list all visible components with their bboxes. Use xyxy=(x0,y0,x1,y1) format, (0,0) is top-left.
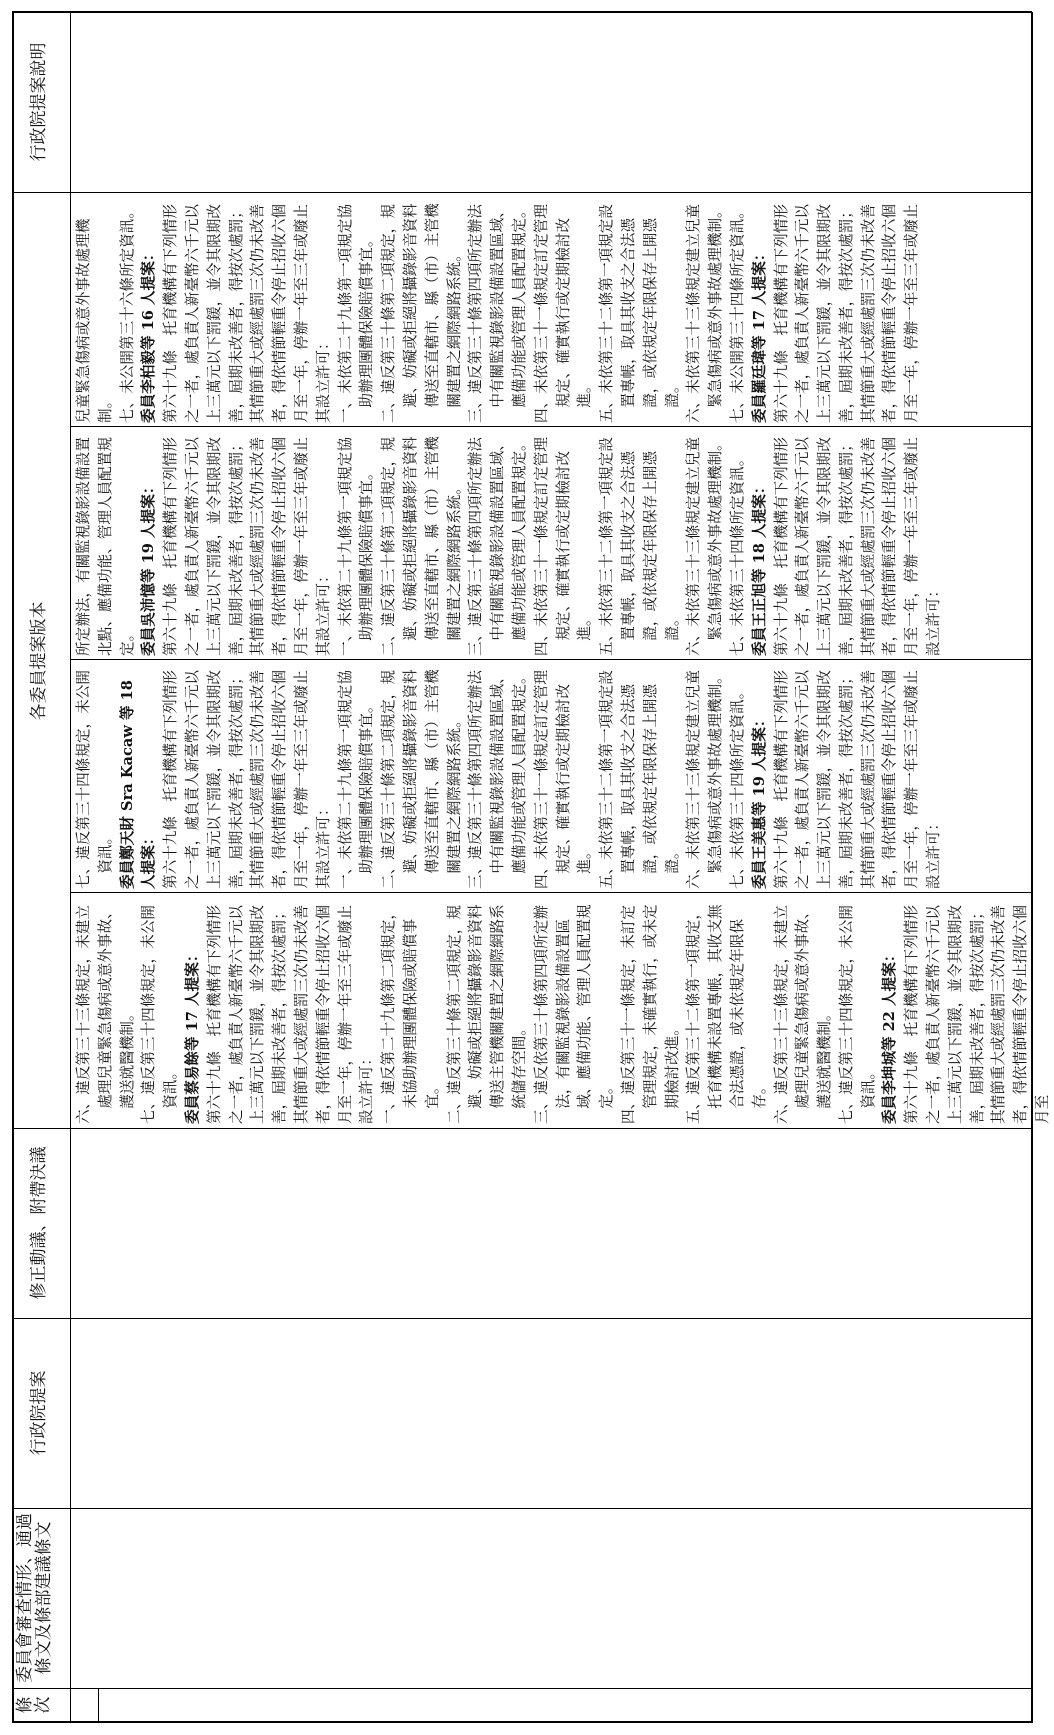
proposal-paragraph: 七、未公開第三十六條所定資訊。 xyxy=(118,204,136,423)
proposal-paragraph: 六、違反第三十三條規定，未建立處理兒童緊急傷病或意外事故、護送就醫機制。 xyxy=(75,904,136,1124)
proposal-paragraph: 七、未依第三十四條所定資訊。 xyxy=(728,684,746,889)
inner-divider-2 xyxy=(70,659,1032,660)
proposal-paragraph: 第六十九條 托育機構有下列情形之一者，處負責人新臺幣六千元以上三萬元以下罰鍰，並令其限期改善，屆期未改善者，得按次處罰；其情節重大或經處罰三次仍未改善者，得依情節輕重令停止招收六個月至一年，停辦一年至三年或廢止其設立許可： xyxy=(162,670,332,889)
table-border-bottom xyxy=(1031,12,1033,1723)
proposal-paragraph: 五、未依第三十二條第一項規定設置專帳，取具其收支之合法憑證，或依規定年限保存上開憑證。 xyxy=(598,437,681,656)
proposal-paragraph: 七、違反第三十四條規定，未公開資訊。 xyxy=(75,670,114,889)
header-committee: 委員會審查情形、通過條文及條部建議條文 xyxy=(15,1513,54,1683)
header-exec-explain: 行政院提案說明 xyxy=(29,42,49,162)
proposer-heading: 委員蔡易餘等 17 人提案： xyxy=(183,947,201,1124)
proposal-paragraph: 四、未依第三十一條規定訂定管理規定、確實執行或定期檢討改進。 xyxy=(532,437,594,656)
proposer-heading: 委員王正旭等 18 人提案： xyxy=(750,479,768,656)
proposal-paragraph: 第六十九條 托育機構有下列情形之一者，處負責人新臺幣六千元以上三萬元以下罰鍰，並令其限期改善，屆期未改善者，得按次處罰；其情節重大或經處罰三次仍未改善者，得依情節輕重令停止招收六個月至一年，停辦一年至三年或廢止 xyxy=(772,204,921,423)
proposal-paragraph: 三、違反第三十條第四項所定辦法中有關監視錄影設備設置區域、應備功能或管理人員配置規定。 xyxy=(467,436,528,656)
proposal-paragraph: 五、違反第三十二條第一項規定，托育機構未設置專帳，其收支無合法憑證，或未依規定年限保存。 xyxy=(685,904,768,1124)
header-amendment: 修正動議、附帶決議 xyxy=(29,1146,49,1300)
inner-divider-1 xyxy=(70,892,1032,893)
proposal-paragraph: 五、未依第三十二條第一項規定設置專帳，取具其收支之合法憑證，或依規定年限保存上開憑證。 xyxy=(598,670,681,889)
header-members: 各委員提案版本 xyxy=(29,601,49,721)
proposal-paragraph: 四、未依第三十一條規定訂定管理規定、確實執行或定期檢討改進。 xyxy=(532,204,594,423)
table-border-top xyxy=(12,12,14,1723)
proposal-paragraph: 七、違反第三十四條規定，未公開資訊。 xyxy=(837,905,877,1124)
proposer-heading: 委員王美惠等 19 人提案： xyxy=(750,712,768,889)
first-row-divider xyxy=(98,1689,99,1723)
proposal-paragraph: 第六十九條 托育機構有下列情形之一者，處負責人新臺幣六千元以上三萬元以下罰鍰，並令其限期改善，屆期未改善者，得按次處罰；其情節重大或經處罰三次仍未改善者，得依情節輕重令停止招收六個月至 xyxy=(903,905,1052,1124)
member-proposals-column-2 xyxy=(73,663,1029,889)
proposal-paragraph: 三、違反第三十條第四項所定辦法中有關監視錄影設備設置區域、應備功能或管理人員配置規定。 xyxy=(467,669,528,889)
proposer-heading: 委員吳沛憶等 19 人提案： xyxy=(140,479,158,656)
table-border-right xyxy=(12,12,1032,14)
proposal-paragraph: 二、違反第三十條第二項規定，規避、妨礙或拒絕將攝錄影音資料傳送至直轄市、縣（市）主管機關建置之網際網路系統。 xyxy=(380,436,463,656)
proposal-paragraph: 六、未依第三十三條規定建立兒童緊急傷病或意外事故處理機制。 xyxy=(685,669,725,889)
proposal-paragraph: 第六十九條 托育機構有下列情形之一者，處負責人新臺幣六千元以上三萬元以下罰鍰，並令其限期改善，屆期未改善者，得按次處罰；其情節重大或經處罰三次仍未改善者，得依情節輕重令停止招收六個月至一年，停辦一年至三年或廢止其設立許可： xyxy=(162,437,332,656)
proposal-paragraph: 六、未依第三十三條規定建立兒童緊急傷病或意外事故處理機制。 xyxy=(685,203,725,423)
proposal-paragraph: 六、未依第三十三條規定建立兒童緊急傷病或意外事故處理機制。 xyxy=(685,436,725,656)
table-border-left xyxy=(12,1722,1032,1724)
proposal-paragraph: 五、未依第三十二條第一項規定設置專帳，取具其收支之合法憑證，或依規定年限保存上開憑證。 xyxy=(598,204,681,423)
proposer-heading: 委員鄭天財 Sra Kacaw 等 18 人提案： xyxy=(118,680,158,889)
proposer-heading: 委員李柏毅等 16 人提案： xyxy=(140,246,158,423)
proposer-heading: 委員羅廷瑋等 17 人提案： xyxy=(750,246,768,423)
proposal-paragraph: 二、違反第三十條第二項規定，規避、妨礙或拒絕將攝錄影音資料傳送至直轄市、縣（市）主管機關建置之網際網路系統。 xyxy=(380,203,463,423)
proposal-paragraph: 三、違反第三十條第四項所定辦法中有關監視錄影設備設置區域、應備功能或管理人員配置規定。 xyxy=(467,203,528,423)
header-row-divider xyxy=(70,12,71,1723)
col-divider-3 xyxy=(12,1318,1032,1319)
proposal-paragraph: 二、違反第三十條第二項規定，規避、妨礙或拒絕將攝錄影音資料傳送至直轄市、縣（市）主管機關建置之網際網路系統。 xyxy=(380,669,463,889)
proposal-paragraph: 一、未依第二十九條第一項規定協助辦理團體保險賠償事宜。 xyxy=(336,437,376,656)
proposal-paragraph: 七、未公開第三十四條所定資訊。 xyxy=(728,204,746,423)
proposer-heading: 委員李坤城等 22 人提案： xyxy=(881,947,899,1124)
col-divider-1 xyxy=(12,1688,1032,1689)
proposal-paragraph: 三、違反依第三十條第四項所定辦法，有關監視錄影設備設置區域、應備功能、管理人員配置規定。 xyxy=(532,904,616,1124)
proposal-paragraph: 所定辦法，有關監視錄影設備設置北點、應備功能、管理人員配置規定。 xyxy=(75,437,136,656)
proposal-paragraph: 兒童緊急傷病或意外事故處理機制。 xyxy=(75,218,114,423)
proposal-paragraph: 一、違反第二十九條第二項規定，未協助辦理團體保險或賠償事宜。 xyxy=(380,905,441,1124)
member-proposals-column-1 xyxy=(73,896,1052,1124)
proposal-paragraph: 七、未依第三十四條所定資訊。 xyxy=(728,451,746,656)
member-proposals-column-3 xyxy=(73,430,1029,656)
member-proposals-column-4 xyxy=(73,196,1029,423)
col-divider-2 xyxy=(12,1508,1032,1509)
proposal-paragraph: 第六十九條 托育機構有下列情形之一者，處負責人新臺幣六千元以上三萬元以下罰鍰，並令其限期改善，屆期未改善者，得按次處罰；其情節重大或經處罰三次仍未改善者，得依情節輕重令停止招收六個月至一年，停辦一年至三年或廢止設立許可： xyxy=(772,437,943,656)
col-divider-5 xyxy=(12,192,1032,193)
proposal-paragraph: 第六十九條 托育機構有下列情形之一者，處負責人新臺幣六千元以上三萬元以下罰鍰，並令其限期改善，屆期未改善者，得按次處罰；其情節重大或經處罰三次仍未改善者，得依情節輕重令停止招收六個月至一年，停辦一年至三年或廢止設立許可： xyxy=(205,905,376,1124)
inner-divider-3 xyxy=(70,426,1032,427)
proposal-paragraph: 四、違反第三十一條規定，未訂定管理規定，未確實執行，或未定期檢討改進。 xyxy=(619,904,681,1124)
proposal-paragraph: 一、未依第二十九條第一項規定協助辦理團體保險賠償事宜。 xyxy=(336,670,376,889)
proposal-paragraph: 第六十九條 托育機構有下列情形之一者，處負責人新臺幣六千元以上三萬元以下罰鍰，並令其限期改善，屆期未改善者，得按次處罰；其情節重大或經處罰三次仍未改善者，得依情節輕重令停止招收六個月至一年，停辦一年至三年或廢止設立許可： xyxy=(772,670,943,889)
proposal-paragraph: 二、違反第三十條第二項規定，規避、妨礙或拒絕將攝錄影音資料傳送主管機關建置之網際網路系統儲存空間。 xyxy=(445,904,528,1124)
proposal-paragraph: 四、未依第三十一條規定訂定管理規定、確實執行或定期檢討改進。 xyxy=(532,670,594,889)
proposal-paragraph: 第六十九條 托育機構有下列情形之一者，處負責人新臺幣六千元以上三萬元以下罰鍰，並令其限期改善，屆期未改善者，得按次處罰；其情節重大或經處罰三次仍未改善者，得依情節輕重令停止招收六個月至一年，停辦一年至三年或廢止其設立許可： xyxy=(162,204,332,423)
col-divider-4 xyxy=(12,1128,1032,1129)
header-exec-proposal: 行政院提案 xyxy=(29,1370,49,1456)
proposal-paragraph: 七、違反第三十四條規定，未公開資訊。 xyxy=(140,905,180,1124)
header-clause: 條 次 xyxy=(15,1696,53,1714)
proposal-paragraph: 六、違反第三十三條規定，未建立處理兒童緊急傷病或意外事故、護送就醫機制。 xyxy=(772,904,834,1124)
proposal-paragraph: 一、未依第二十九條第一項規定協助辦理團體保險賠償事宜。 xyxy=(336,204,376,423)
